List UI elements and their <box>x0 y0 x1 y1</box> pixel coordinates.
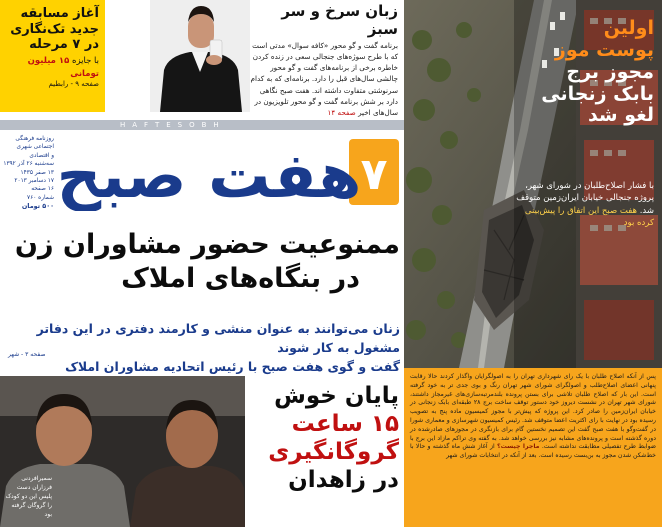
promo-prize-amount: ۱۵ میلیون تومانی <box>27 55 99 79</box>
promo-prize-prefix: با جایزه <box>71 55 99 66</box>
right-story-body-text: پس از آنکه اصلاح طلبان با یک رای شهرداری تهران را به اصولگرایان واگذار کردند حالا رقابت پنهانی اعضای اصلاح‌طلب و اصولگرای شورای شهر تهران رنگ و بوی جدی تر به خود گرفته است. این بار که اصلاح طلبان تلاشی برای بستن پرونده بلندمرتبه‌سازی‌های غیرمجاز داشتند، شورای شهر تهران در نشست دیروز خود دستور توقف ساخت برج ۲۸ طبقه‌ای بابک زنجانی در خیابان ایران‌زمین را صادر کرد. این پروژه که پیش‌تر با مجوز کمیسیون ماده پنج به تصویب رسیده بود در نهایت با رای اکثریت اعضا متوقف شد. رئیس کمیسیون شهرسازی و معماری شورا در گفت‌وگو با هفت صبح گفت این تصمیم نخستین گام برای بازنگری در مجوزهای صادرشده در دوره گذشته است و پرونده‌های مشابه نیز بررسی خواهد شد. به گفته وی تراکم مازاد این برج با ضوابط طرح تفصیلی مطابقت نداشته است. <box>410 373 657 451</box>
issue-line: شماره ۷۶۰ <box>27 194 54 201</box>
promo-prize <box>6 55 99 81</box>
right-story-lede <box>514 180 654 229</box>
logo-wordmark: هفت صبح <box>59 139 362 211</box>
issue-info <box>2 135 54 211</box>
main-headline-line: ممنوعیت حضور مشاوران زن <box>14 229 400 260</box>
main-headline[interactable] <box>8 228 400 296</box>
tv-host-illustration <box>150 0 250 112</box>
hostage-headline-line: پایان خوش <box>274 383 399 409</box>
issue-line: و اقتصادی <box>29 152 54 159</box>
main-headline-line: در بنگاه‌های املاک <box>121 262 360 294</box>
issue-price: ۵۰۰ تومان <box>21 202 54 211</box>
right-story-tail: از آغاز شش ماه گذشته و حالا با خط‌شکن شدن مجوز به بن‌بست رسیده است. بعد از آنکه در انتخابات شورای شهر <box>410 443 656 460</box>
right-story-body <box>410 373 656 461</box>
issue-line: ۱۷ دسامبر ۲۰۱۳ <box>14 177 54 184</box>
main-subhead-line: گفت و گوی هفت صبح با رئیس اتحادیه مشاوران املاک <box>65 358 400 374</box>
right-story-headline <box>514 18 654 127</box>
issue-line: روزنامه فرهنگی <box>15 136 54 142</box>
masthead-strip-text: HAFTESOBH <box>120 121 226 129</box>
issue-line: اجتماعی شهری <box>16 144 54 151</box>
road-collapse-photo <box>404 0 662 368</box>
promo-title-line: آغاز مسابقه <box>20 6 99 21</box>
hostage-headline-line: گروگانگیری <box>268 439 399 466</box>
right-lede-highlight: هفت صبح این اتفاق را پیش‌بینی کرده بود <box>524 205 654 228</box>
logo-graphic <box>59 131 404 211</box>
right-story-body-box <box>404 368 662 527</box>
masthead-strip <box>0 120 404 130</box>
promo-title-line: در ۷ مرحله <box>29 37 99 53</box>
right-headline-line: مجوز برج <box>566 60 654 83</box>
main-subhead-line: زنان می‌توانند به عنوان منشی و کارمند دفتری در این دفاتر مشغول به کار شوند <box>36 321 400 355</box>
promo-page-ref: صفحه ۹ - رابطیم <box>48 80 99 89</box>
tv-host-photo <box>150 0 250 112</box>
right-story-more-link[interactable]: ماجرا چیست؟ <box>497 443 540 451</box>
children-photo <box>0 376 245 527</box>
hostage-headline-line: در زاهدان <box>288 467 399 494</box>
right-headline-line: لغو شد <box>587 104 654 127</box>
right-headline-line: پوست موز <box>554 38 654 61</box>
right-lede-text: با فشار اصلاح‌طلبان در شورای شهر، پروژه جنجالی خیابان ایران‌زمین متوقف شد. <box>516 181 654 216</box>
issue-line: ۱۳ صفر ۱۴۳۵ <box>20 169 54 176</box>
hostage-headline-line: ۱۵ ساعت <box>291 411 399 438</box>
hostage-headline[interactable] <box>245 382 399 494</box>
masthead <box>0 131 404 211</box>
issue-line: ۱۶ صفحه <box>31 186 54 193</box>
main-page-ref[interactable]: صفحه ۳ - شهر <box>8 351 46 358</box>
right-column <box>404 0 662 527</box>
right-headline-line: بابک زنجانی <box>541 82 654 105</box>
logo-numeral: ۷ <box>360 149 388 200</box>
children-photo-caption: سمیرافردنی فرزاران دست پلیس این دو کودک را گروگان گرفته بود <box>5 475 52 518</box>
promo-title-line: جدید تک‌نگاری <box>10 21 99 37</box>
interview-story <box>248 2 398 117</box>
issue-line: سه‌شنبه ۲۶ آذر ۱۳۹۲ <box>3 161 54 168</box>
interview-headline[interactable]: زبان سرخ و سر سبز <box>281 2 398 38</box>
interview-body-text: برنامه گفت و گو محور «کافه سوال» مدتی است که با طرح سوژه‌های جنجالی سعی در زنده کردن خاطره برخی از برنامه‌های گفت و گو محور چالشی سال‌های قبل را دارد. برنامه‌ای که به کدام سرنوشتی متفاوت داشته اند. هفت صبح نگاهی دارد بر شش برنامه گفت و گو محور تلویزیون در سال‌های اخیر <box>250 41 398 117</box>
interview-page-ref[interactable]: صفحه ۱۴ <box>327 107 356 117</box>
right-headline-line: اولین <box>603 17 654 39</box>
contest-promo-box[interactable] <box>0 0 105 112</box>
main-subhead <box>8 320 400 376</box>
newspaper-logo[interactable] <box>59 131 404 211</box>
interview-body <box>248 40 398 118</box>
